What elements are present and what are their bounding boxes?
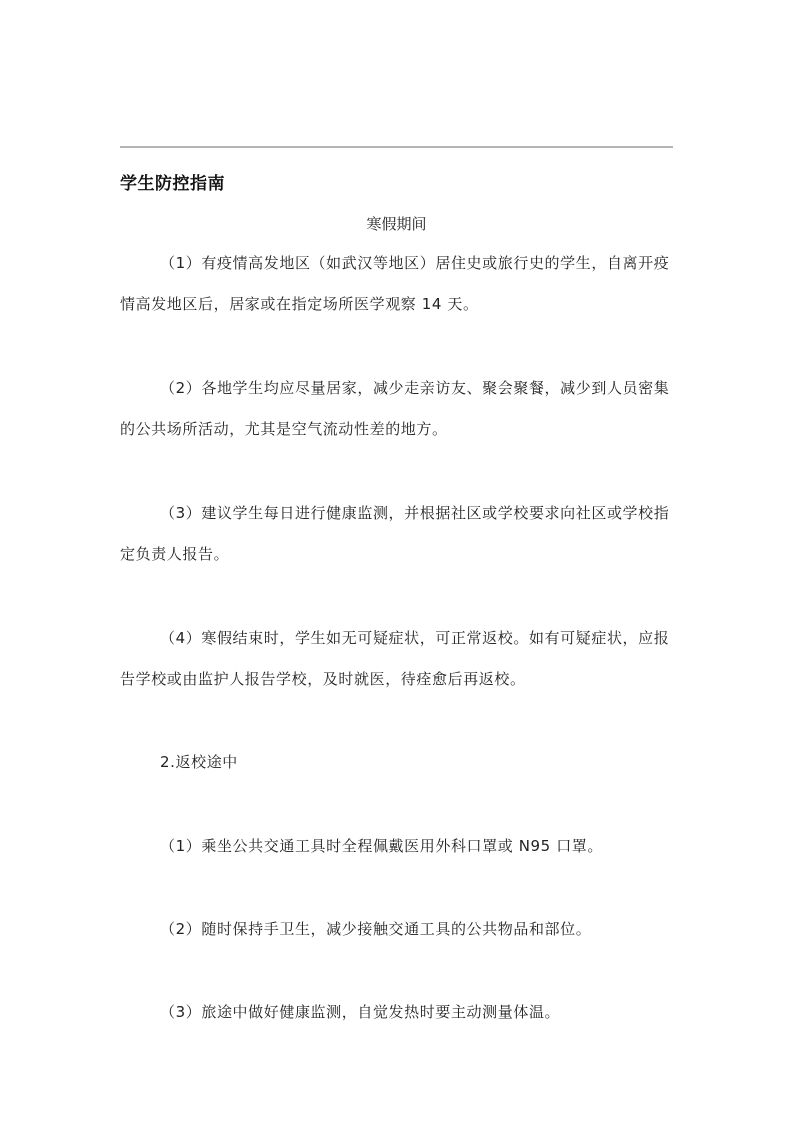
paragraph-item-3: （3）建议学生每日进行健康监测，并根据社区或学校要求向社区或学校指定负责人报告。 [120, 504, 670, 563]
document-title: 学生防控指南 [120, 174, 225, 194]
paragraph-item-1: （1）有疫情高发地区（如武汉等地区）居住史或旅行史的学生，自离开疫情高发地区后，居家或在指定场所医学观察 14 天。 [120, 254, 670, 313]
paragraph-item-2: （2）各地学生均应尽量居家，减少走亲访友、聚会聚餐，减少到人员密集的公共场所活动，尤其是空气流动性差的地方。 [120, 379, 670, 438]
section-heading-return: 2.返校途中 [160, 753, 238, 771]
paragraph-item-4: （4）寒假结束时，学生如无可疑症状，可正常返校。如有可疑症状，应报告学校或由监护人报告学校，及时就医，待痊愈后再返校。 [120, 629, 670, 688]
return-item-3: （3）旅途中做好健康监测，自觉发热时要主动测量体温。 [160, 1003, 561, 1021]
horizontal-divider [120, 146, 673, 148]
return-item-1: （1）乘坐公共交通工具时全程佩戴医用外科口罩或 N95 口罩。 [160, 837, 603, 855]
return-item-2: （2）随时保持手卫生，减少接触交通工具的公共物品和部位。 [160, 920, 592, 938]
section-subtitle: 寒假期间 [366, 215, 427, 233]
